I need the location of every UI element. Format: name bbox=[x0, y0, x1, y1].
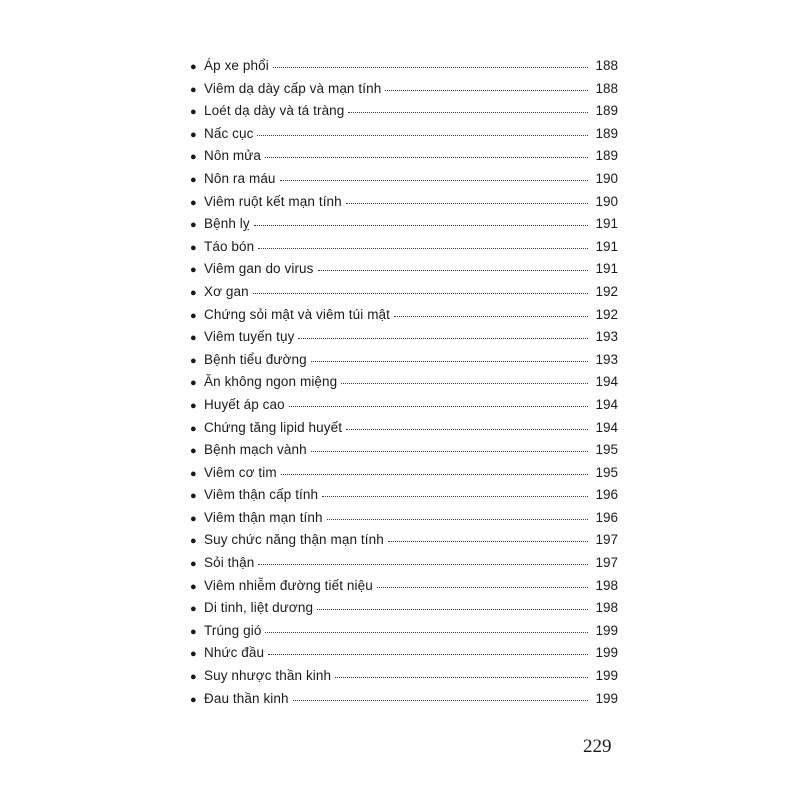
dot-leader bbox=[327, 519, 588, 520]
bullet-icon: ● bbox=[190, 286, 197, 299]
toc-entry bbox=[190, 417, 618, 440]
toc-entry-page: 194 bbox=[595, 396, 618, 412]
toc-entry-title: Viêm dạ dày cấp và mạn tính bbox=[204, 80, 382, 96]
bullet-icon: ● bbox=[190, 535, 197, 548]
toc-entry-page: 198 bbox=[595, 577, 618, 593]
bullet-icon: ● bbox=[190, 309, 197, 322]
toc-entry-page: 191 bbox=[595, 238, 618, 254]
toc-entry-page: 193 bbox=[595, 329, 618, 345]
bullet-icon: ● bbox=[190, 196, 197, 209]
toc-entry-title: Đau thần kinh bbox=[204, 690, 289, 706]
bullet-icon: ● bbox=[190, 241, 197, 254]
dot-leader bbox=[253, 293, 588, 294]
dot-leader bbox=[317, 609, 588, 610]
toc-entry-title: Suy nhược thần kinh bbox=[204, 668, 332, 684]
dot-leader bbox=[322, 496, 588, 497]
toc-entry bbox=[190, 304, 618, 327]
toc-entry-title: Viêm cơ tim bbox=[204, 464, 277, 480]
toc-entry bbox=[190, 236, 618, 259]
toc-entry bbox=[190, 349, 618, 372]
bullet-icon: ● bbox=[190, 512, 197, 525]
toc-entry bbox=[190, 642, 618, 665]
dot-leader bbox=[311, 451, 588, 452]
dot-leader bbox=[258, 564, 588, 565]
dot-leader bbox=[385, 90, 588, 91]
toc-entry-title: Viêm ruột kết mạn tính bbox=[204, 193, 342, 209]
dot-leader bbox=[311, 361, 588, 362]
bullet-icon: ● bbox=[190, 648, 197, 661]
toc-entry-title: Nhức đầu bbox=[204, 645, 265, 661]
toc-entry bbox=[190, 281, 618, 304]
toc-entry-page: 191 bbox=[595, 261, 618, 277]
toc-entry bbox=[190, 123, 618, 146]
dot-leader bbox=[298, 338, 588, 339]
toc-entry-page: 190 bbox=[595, 170, 618, 186]
toc-entry-title: Di tinh, liệt dương bbox=[204, 600, 314, 616]
dot-leader bbox=[265, 632, 588, 633]
dot-leader bbox=[348, 112, 588, 113]
toc-entry bbox=[190, 688, 618, 711]
dot-leader bbox=[280, 180, 588, 181]
toc-entry-title: Chứng sỏi mật và viêm túi mật bbox=[204, 306, 391, 322]
bullet-icon: ● bbox=[190, 332, 197, 345]
bullet-icon: ● bbox=[190, 354, 197, 367]
bullet-icon: ● bbox=[190, 151, 197, 164]
dot-leader bbox=[394, 316, 588, 317]
toc-entry-page: 189 bbox=[595, 125, 618, 141]
dot-leader bbox=[346, 429, 588, 430]
bullet-icon: ● bbox=[190, 625, 197, 638]
toc-entry bbox=[190, 100, 618, 123]
bullet-icon: ● bbox=[190, 671, 197, 684]
toc-entry-title: Bệnh mạch vành bbox=[204, 442, 307, 458]
table-of-contents bbox=[190, 55, 618, 710]
toc-entry-page: 192 bbox=[595, 283, 618, 299]
toc-entry-title: Suy chức năng thận mạn tính bbox=[204, 532, 384, 548]
toc-entry bbox=[190, 529, 618, 552]
toc-entry-page: 194 bbox=[595, 419, 618, 435]
toc-entry-page: 196 bbox=[595, 509, 618, 525]
dot-leader bbox=[257, 135, 588, 136]
toc-entry-title: Sỏi thận bbox=[204, 555, 255, 571]
toc-entry-page: 197 bbox=[595, 555, 618, 571]
bullet-icon: ● bbox=[190, 580, 197, 593]
toc-entry-title: Loét dạ dày và tá tràng bbox=[204, 103, 345, 119]
toc-entry-title: Nôn ra máu bbox=[204, 170, 276, 186]
dot-leader bbox=[289, 406, 588, 407]
toc-entry-page: 194 bbox=[595, 374, 618, 390]
toc-entry bbox=[190, 394, 618, 417]
toc-entry-page: 199 bbox=[595, 645, 618, 661]
toc-entry-page: 197 bbox=[595, 532, 618, 548]
toc-entry bbox=[190, 371, 618, 394]
toc-entry bbox=[190, 575, 618, 598]
dot-leader bbox=[268, 654, 588, 655]
toc-entry-title: Chứng tăng lipid huyết bbox=[204, 419, 343, 435]
bullet-icon: ● bbox=[190, 128, 197, 141]
toc-entry bbox=[190, 55, 618, 78]
dot-leader bbox=[388, 541, 588, 542]
bullet-icon: ● bbox=[190, 264, 197, 277]
bullet-icon: ● bbox=[190, 61, 197, 73]
bullet-icon: ● bbox=[190, 106, 197, 119]
toc-entry-page: 193 bbox=[595, 351, 618, 367]
toc-entry bbox=[190, 326, 618, 349]
toc-entry bbox=[190, 462, 618, 485]
dot-leader bbox=[254, 225, 588, 226]
toc-entry-page: 192 bbox=[595, 306, 618, 322]
toc-entry-title: Áp xe phổi bbox=[204, 58, 269, 73]
bullet-icon: ● bbox=[190, 490, 197, 503]
toc-entry bbox=[190, 213, 618, 236]
toc-entry bbox=[190, 78, 618, 101]
dot-leader bbox=[293, 700, 588, 701]
toc-entry-title: Táo bón bbox=[204, 238, 255, 254]
toc-entry-title: Viêm thận cấp tính bbox=[204, 487, 319, 503]
dot-leader bbox=[346, 203, 588, 204]
toc-entry-page: 189 bbox=[595, 148, 618, 164]
toc-entry-title: Viêm tuyến tụy bbox=[204, 329, 295, 345]
dot-leader bbox=[341, 383, 588, 384]
toc-entry bbox=[190, 168, 618, 191]
bullet-icon: ● bbox=[190, 467, 197, 480]
toc-entry-title: Huyết áp cao bbox=[204, 396, 285, 412]
bullet-icon: ● bbox=[190, 377, 197, 390]
toc-entry-page: 195 bbox=[595, 464, 618, 480]
toc-entry bbox=[190, 258, 618, 281]
toc-entry-page: 198 bbox=[595, 600, 618, 616]
toc-entry-title: Viêm thận mạn tính bbox=[204, 509, 323, 525]
toc-entry-title: Nấc cục bbox=[204, 125, 254, 141]
toc-entry-title: Bệnh tiểu đường bbox=[204, 351, 307, 367]
bullet-icon: ● bbox=[190, 83, 197, 96]
toc-entry-title: Nôn mửa bbox=[204, 148, 262, 164]
toc-entry-page: 199 bbox=[595, 622, 618, 638]
bullet-icon: ● bbox=[190, 445, 197, 458]
toc-entry-page: 188 bbox=[595, 80, 618, 96]
toc-entry-page: 195 bbox=[595, 442, 618, 458]
bullet-icon: ● bbox=[190, 399, 197, 412]
toc-entry bbox=[190, 620, 618, 643]
page-number: 229 bbox=[583, 736, 612, 757]
dot-leader bbox=[273, 67, 588, 68]
bullet-icon: ● bbox=[190, 558, 197, 571]
toc-entry-title: Viêm gan do virus bbox=[204, 261, 314, 277]
bullet-icon: ● bbox=[190, 173, 197, 186]
toc-entry bbox=[190, 439, 618, 462]
toc-entry-title: Trúng gió bbox=[204, 622, 262, 638]
bullet-icon: ● bbox=[190, 693, 197, 706]
bullet-icon: ● bbox=[190, 219, 197, 232]
bullet-icon: ● bbox=[190, 422, 197, 435]
toc-entry-title: Bệnh lỵ bbox=[204, 216, 250, 232]
bullet-icon: ● bbox=[190, 603, 197, 616]
toc-entry bbox=[190, 145, 618, 168]
toc-entry-page: 191 bbox=[595, 216, 618, 232]
toc-entry bbox=[190, 597, 618, 620]
dot-leader bbox=[265, 157, 588, 158]
toc-entry bbox=[190, 191, 618, 214]
toc-entry-title: Viêm nhiễm đường tiết niệu bbox=[204, 577, 373, 593]
toc-entry-title: Xơ gan bbox=[204, 283, 249, 299]
toc-entry bbox=[190, 665, 618, 688]
toc-entry-page: 188 bbox=[595, 58, 618, 73]
dot-leader bbox=[281, 474, 588, 475]
toc-entry bbox=[190, 507, 618, 530]
toc-entry-page: 196 bbox=[595, 487, 618, 503]
dot-leader bbox=[335, 677, 588, 678]
toc-entry-page: 199 bbox=[595, 690, 618, 706]
toc-entry bbox=[190, 552, 618, 575]
dot-leader bbox=[318, 270, 588, 271]
toc-entry-page: 199 bbox=[595, 668, 618, 684]
toc-entry-page: 190 bbox=[595, 193, 618, 209]
toc-entry-title: Ăn không ngon miệng bbox=[204, 374, 338, 390]
dot-leader bbox=[258, 248, 588, 249]
toc-entry-page: 189 bbox=[595, 103, 618, 119]
toc-entry bbox=[190, 484, 618, 507]
dot-leader bbox=[377, 587, 588, 588]
